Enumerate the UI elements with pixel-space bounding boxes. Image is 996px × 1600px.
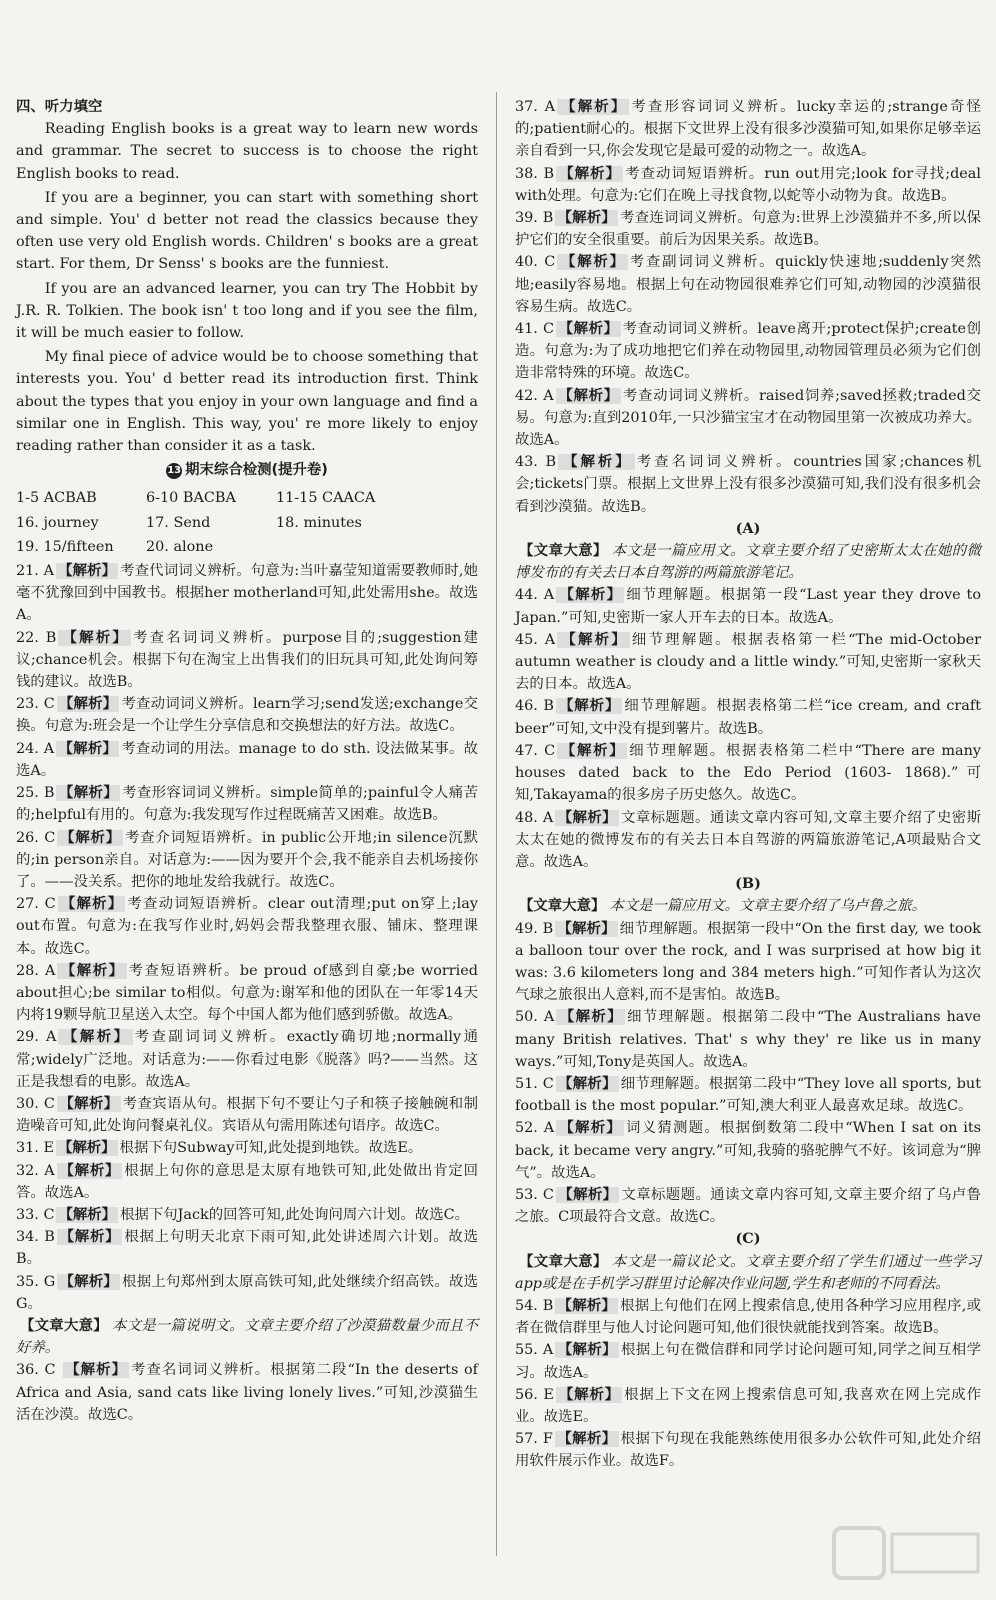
answer-cell: 20. alone [146, 538, 214, 555]
analysis-tag: 【解析】 [57, 1140, 116, 1157]
item-text: 考查形容词词义辨析。simple简单的;painful令人痛苦的;helpful有用的。句意为:我发现写作过程既痛苦又困难。故选B。 [16, 785, 478, 824]
explanation-item [16, 893, 478, 960]
passage-paragraph: If you are a beginner, you can start with something short and simple. You' d better not read the classics because they often use very old English words. Children' s books are a great start. For them, Dr Senss' s books are the funniest. [16, 189, 478, 273]
item-text: 根据上句明天北京下雨可知,此处讲述周六计划。故选B。 [16, 1229, 478, 1268]
analysis-tag: 【解析】 [558, 587, 623, 604]
explanation-item [515, 251, 981, 318]
item-text: 考查副词词义辨析。quickly快速地;suddenly突然地;easily容易地。根据上句在动物园很难养它们可知,动物园的沙漠猫很容易生病。故选C。 [515, 254, 981, 315]
explanation-item [16, 827, 478, 894]
item-text: 考查动词的用法。manage to do sth. 设法做某事。故选A。 [16, 740, 478, 779]
explanation-item [16, 1359, 478, 1426]
item-number: 31. E [16, 1140, 54, 1157]
section-heading: 四、听力填空 [16, 99, 103, 115]
article-summary [16, 1315, 478, 1359]
item-number: 34. B [16, 1229, 55, 1246]
analysis-tag: 【解析】 [59, 962, 125, 979]
analysis-tag: 【解析】 [556, 1431, 617, 1448]
answer-cell: 18. minutes [276, 514, 362, 531]
explanation-item [16, 627, 478, 694]
item-text: 词义猜测题。根据倒数第二段中“When I sat on its back, it became very angry.”可知,我骑的骆驼脾气不好。该词意为“脾气”。故选A。 [515, 1120, 981, 1181]
item-number: 50. A [515, 1009, 555, 1026]
explanation-item [515, 740, 981, 807]
explanation-item [515, 1339, 981, 1383]
summary-label: 【文章大意】 [519, 898, 606, 915]
item-text: 细节理解题。根据第二段中“They love all sports, but football is the most popular.”可知,澳大利亚人最喜欢足球。故选C。 [515, 1075, 981, 1115]
explanation-item [515, 629, 981, 696]
item-number: 37. A [515, 99, 556, 115]
item-text: 细节理解题。根据表格第二栏中“There are many houses dated back to the Edo Period (1603- 1868).”可知,Takayama的很多房子历史悠久。故选C。 [515, 742, 981, 804]
item-number: 55. A [515, 1342, 554, 1359]
explanation-list [515, 96, 981, 518]
item-text: 根据下句现在我能熟练使用很多办公软件可知,此处介绍用软件展示作业。故选F。 [515, 1431, 981, 1470]
listening-passage [16, 118, 478, 457]
item-number: 28. A [16, 962, 56, 979]
analysis-tag: 【解析】 [559, 631, 628, 648]
answer-cell [276, 536, 476, 558]
item-number: 38. B [515, 165, 555, 182]
item-number: 24. A [16, 740, 55, 757]
item-number: 48. A [515, 809, 554, 826]
analysis-tag: 【解析】 [59, 896, 124, 913]
analysis-tag: 【解析】 [59, 1273, 119, 1290]
passage-paragraph: If you are an advanced learner, you can try The Hobbit by J.R. R. Tolkien. The book isn' t too long and if you see the film, it will be much easier to follow. [16, 280, 478, 342]
item-text: 考查动词短语辨析。clear out清理;put on穿上;lay out布置。句意为:在我写作业时,妈妈会帮我整理衣服、铺床、整理课本。故选C。 [16, 896, 478, 957]
article-summary-a [515, 540, 981, 584]
answer-cell: 1-5 ACBAB [16, 490, 97, 507]
answer-cell: 16. journey [16, 514, 99, 531]
analysis-tag: 【解析】 [57, 563, 117, 580]
explanation-item [515, 163, 981, 207]
item-text: 考查宾语从句。根据下句不要让勺子和筷子接触碗和制造噪音可知,此处询问餐桌礼仪。宾语从句需用陈述句语序。故选C。 [16, 1095, 478, 1135]
summary-text: 本文是一篇应用文。文章主要介绍了史密斯太太在她的微博发布的有关去日本自驾游的两篇旅游笔记。 [515, 543, 981, 582]
analysis-tag: 【解析】 [559, 742, 626, 759]
item-number: 57. F [515, 1431, 553, 1448]
explanation-item [16, 738, 478, 782]
explanation-item [515, 584, 981, 628]
explanation-item [515, 1006, 981, 1073]
item-text: 根据下句Subway可知,此处提到地铁。故选E。 [119, 1140, 423, 1157]
item-text: 考查动词短语辨析。run out用完;look for寻找;deal with处理。句意为:它们在晚上寻找食物,以蛇等小动物为食。故选B。 [515, 165, 981, 204]
explanation-item [515, 318, 981, 385]
explanation-item [16, 1271, 478, 1315]
item-number: 29. A [16, 1029, 57, 1046]
summary-text: 本文是一篇议论文。文章主要介绍了学生们通过一些学习app或是在手机学习群里讨论解决作业问题,学生和老师的不同看法。 [515, 1253, 981, 1292]
explanation-item [515, 385, 981, 452]
item-text: 细节理解题。根据第二段中“The Australians have many British relatives. That' s why they' re like us in many ways.”可知,Tony是英国人。故选A。 [515, 1009, 981, 1070]
item-text: 考查连词词义辨析。句意为:世界上沙漠猫并不多,所以保护它们的安全很重要。前后为因果关系。故选B。 [515, 210, 981, 249]
explanation-item [515, 807, 981, 874]
summary-text: 本文是一篇应用文。文章主要介绍了乌卢鲁之旅。 [609, 898, 926, 915]
answer-cell: 19. 15/fifteen [16, 538, 114, 555]
item-text: 根据上句在微信群和同学讨论问题可知,同学之间互相学习。故选A。 [515, 1342, 981, 1381]
item-number: 56. E [515, 1386, 554, 1403]
item-text: 考查形容词词义辨析。lucky幸运的;strange奇怪的;patient耐心的。根据下文世界上没有很多沙漠猫可知,如果你足够幸运亲自看到一只,你会发现它是最可爱的动物之一。故选A。 [515, 99, 981, 160]
analysis-tag: 【解析】 [558, 321, 619, 338]
item-text: 考查名词词义辨析。countries国家;chances机会;tickets门票。根据上文世界上没有很多沙漠猫可知,我们没有很多机会看到沙漠猫。故选B。 [515, 454, 981, 515]
analysis-tag: 【解析】 [558, 1009, 624, 1026]
item-number: 47. C [515, 742, 556, 759]
explanation-item [16, 1137, 478, 1159]
summary-text: 本文是一篇说明文。文章主要介绍了沙漠猫数量少而且不好养。 [16, 1317, 478, 1357]
item-text: 细节理解题。根据第一段中“On the first day, we took a balloon tour over the rock, and I was surprised at how big it was: 3.6 kilometers long and 384 meters high.”可知作者认为这次气球之旅很出人意料,而不是害怕。故选B。 [515, 920, 981, 1004]
analysis-tag: 【解析】 [58, 1095, 119, 1112]
analysis-tag: 【解析】 [559, 99, 628, 115]
item-number: 49. B [515, 920, 554, 937]
test-number-badge: 13 [166, 463, 182, 479]
explanation-item [16, 1204, 478, 1226]
analysis-tag: 【解析】 [58, 1206, 117, 1223]
watermark-logo [832, 1520, 982, 1590]
explanation-item [16, 560, 478, 627]
item-text: 细节理解题。根据第一段“Last year they drove to Japan.”可知,史密斯一家人开车去的日本。故选A。 [515, 587, 981, 626]
item-text: 细节理解题。根据表格第二栏“ice cream, and craft beer”可知,文中没有提到薯片。故选B。 [515, 698, 981, 737]
item-text: 文章标题题。通读文章内容可知,文章主要介绍了史密斯太太在她的微博发布的有关去日本自驾游的两篇旅游笔记,A项最贴合文意。故选A。 [515, 809, 981, 870]
explanation-item [16, 1026, 478, 1093]
item-number: 32. A [16, 1162, 55, 1179]
analysis-tag: 【解析】 [557, 1342, 617, 1359]
item-number: 52. A [515, 1120, 555, 1137]
explanation-item [16, 782, 478, 826]
item-number: 42. A [515, 387, 554, 404]
explanation-item [515, 1428, 981, 1472]
item-text: 考查名词词义辨析。根据第二段“In the deserts of Africa and Asia, sand cats like living lonely lives.”可知,沙漠猫生活在沙漠。故选C。 [16, 1362, 478, 1423]
explanation-item [515, 695, 981, 739]
item-text: 考查代词词义辨析。句意为:当叶嘉莹知道需要教师时,她毫不犹豫回到中国教书。根据her motherland可知,此处需用she。故选A。 [16, 563, 478, 624]
item-number: 36. C [16, 1362, 56, 1379]
item-text: 根据上句郑州到太原高铁可知,此处继续介绍高铁。故选G。 [16, 1273, 478, 1312]
explanation-item [515, 1073, 981, 1117]
analysis-tag: 【解析】 [59, 829, 121, 846]
explanation-item [515, 96, 981, 163]
item-number: 53. C [515, 1186, 554, 1203]
analysis-tag: 【解析】 [58, 785, 119, 802]
item-text: 根据下句Jack的回答可知,此处询问周六计划。故选C。 [120, 1206, 469, 1223]
explanation-item [515, 1117, 981, 1184]
item-number: 25. B [16, 785, 55, 802]
summary-label: 【文章大意】 [519, 543, 608, 560]
analysis-tag: 【解析】 [558, 1120, 623, 1137]
answer-cell: 17. Send [146, 514, 211, 531]
test-title-text: 期末综合检测(提升卷) [185, 462, 328, 479]
item-text: 考查介词短语辨析。in public公开地;in silence沉默的;in person亲自。对话意为:——因为要开个会,我不能亲自去机场接你了。——没关系。把你的地址发给我就行。故选C。 [16, 829, 478, 890]
explanation-item [515, 207, 981, 251]
passage-paragraph: Reading English books is a great way to learn new words and grammar. The secret to success is to choose the right English books to read. [16, 121, 478, 182]
item-number: 45. A [515, 631, 556, 648]
item-number: 21. A [16, 563, 54, 580]
item-text: 根据上句他们在网上搜索信息,使用各种学习应用程序,或者在微信群里与他人讨论问题可知,他们很快就能找到答案。故选B。 [515, 1297, 981, 1337]
explanation-list [515, 918, 981, 1229]
answer-cell: 6-10 BACBA [146, 490, 236, 507]
summary-label: 【文章大意】 [519, 1253, 608, 1270]
explanation-list [515, 1295, 981, 1473]
item-text: 考查动词词义辨析。raised饲养;saved拯救;traded交易。句意为:直到2010年,一只沙猫宝宝才在动物园里第一次被成功养大。故选A。 [515, 387, 981, 449]
analysis-tag: 【解析】 [557, 920, 616, 937]
analysis-tag: 【解析】 [58, 1162, 121, 1179]
item-number: 41. C [515, 321, 555, 338]
item-number: 51. C [515, 1075, 554, 1092]
article-summary-b [515, 895, 981, 917]
analysis-tag: 【解析】 [58, 696, 118, 713]
right-column [515, 96, 981, 1540]
item-number: 35. G [16, 1273, 56, 1290]
item-text: 考查副词词义辨析。exactly确切地;normally通常;widely广泛地。对话意为:——你看过电影《脱落》吗?——当然。这正是我想看的电影。故选A。 [16, 1029, 478, 1090]
part-a-heading: (A) [735, 519, 761, 537]
explanation-list [16, 560, 478, 1315]
item-text: 根据上句你的意思是太原有地铁可知,此处做出肯定回答。故选A。 [16, 1162, 478, 1201]
explanation-item [16, 1226, 478, 1270]
analysis-tag: 【解析】 [558, 165, 622, 182]
analysis-tag: 【解析】 [560, 454, 633, 471]
item-text: 考查名词词义辨析。purpose目的;suggestion建议;chance机会。根据下句在淘宝上出售我们的旧玩具可知,此处询问筹钱的建议。故选B。 [16, 629, 478, 691]
analysis-tag: 【解析】 [60, 1029, 131, 1046]
part-c-heading: (C) [735, 1230, 761, 1248]
answer-grid [16, 487, 478, 558]
left-column [16, 96, 478, 1540]
passage-paragraph: My final piece of advice would be to choose something that interests you. You' d better read its introduction first. Think about the types that you enjoy in your own language and find a similar one in English. This way, you' re more likely to enjoy reading rather than consider it as a task. [16, 349, 479, 455]
explanation-item [515, 918, 981, 1007]
item-text: 考查短语辨析。be proud of感到自豪;be worried about担心;be similar to相似。句意为:谢军和他的团队在一年零14天内将19颗导航卫星送入太空。每个中国人都为他们感到骄傲。故选A。 [16, 962, 478, 1024]
analysis-tag: 【解析】 [557, 809, 617, 826]
item-number: 27. C [16, 896, 56, 913]
item-number: 26. C [16, 829, 56, 846]
item-number: 44. A [515, 587, 555, 604]
item-number: 22. B [16, 629, 57, 646]
item-text: 细节理解题。根据表格第一栏“The mid-October autumn weather is cloudy and a little windy.”可知,史密斯一家秋天去的日本。故选A。 [515, 631, 981, 693]
analysis-tag: 【解析】 [58, 1229, 121, 1246]
explanation-item [16, 960, 478, 1027]
part-b-heading: (B) [735, 875, 761, 893]
item-number: 39. B [515, 210, 554, 227]
test-title [16, 459, 478, 481]
explanation-item [16, 1160, 478, 1204]
analysis-tag: 【解析】 [557, 1297, 617, 1314]
explanation-item [515, 451, 981, 518]
item-number: 30. C [16, 1095, 55, 1112]
explanation-item [515, 1384, 981, 1428]
analysis-tag: 【解析】 [65, 1362, 128, 1379]
column-divider [496, 92, 497, 1556]
item-text: 考查动词词义辨析。leave离开;protect保护;create创造。句意为:为了成功地把它们养在动物园里,动物园管理员必须为它们创造非常特殊的环境。故选C。 [515, 321, 981, 382]
analysis-tag: 【解析】 [60, 629, 129, 646]
item-number: 43. B [515, 454, 557, 471]
explanation-list [515, 584, 981, 873]
item-number: 54. B [515, 1297, 554, 1314]
item-text: 考查动词词义辨析。learn学习;send发送;exchange交换。句意为:班会是一个让学生分享信息和交换想法的好方法。故选C。 [16, 696, 478, 735]
summary-label: 【文章大意】 [20, 1317, 108, 1334]
item-number: 33. C [16, 1206, 55, 1223]
analysis-tag: 【解析】 [557, 387, 619, 404]
item-text: 文章标题题。通读文章内容可知,文章主要介绍了乌卢鲁之旅。C项最符合文意。故选C。 [515, 1186, 981, 1226]
item-number: 40. C [515, 254, 556, 271]
answer-cell: 11-15 CAACA [276, 490, 376, 507]
analysis-tag: 【解析】 [557, 210, 617, 227]
analysis-tag: 【解析】 [58, 740, 118, 757]
item-number: 46. B [515, 698, 554, 715]
analysis-tag: 【解析】 [559, 254, 626, 271]
analysis-tag: 【解析】 [558, 698, 621, 715]
analysis-tag: 【解析】 [557, 1075, 617, 1092]
explanation-item [16, 1093, 478, 1137]
item-number: 23. C [16, 696, 55, 713]
explanation-item [515, 1295, 981, 1339]
explanation-item [515, 1184, 981, 1228]
explanation-item [16, 693, 478, 737]
article-summary-c [515, 1251, 981, 1295]
item-text: 根据上下文在网上搜索信息可知,我喜欢在网上完成作业。故选E。 [515, 1386, 981, 1425]
analysis-tag: 【解析】 [557, 1386, 621, 1403]
analysis-tag: 【解析】 [557, 1186, 618, 1203]
